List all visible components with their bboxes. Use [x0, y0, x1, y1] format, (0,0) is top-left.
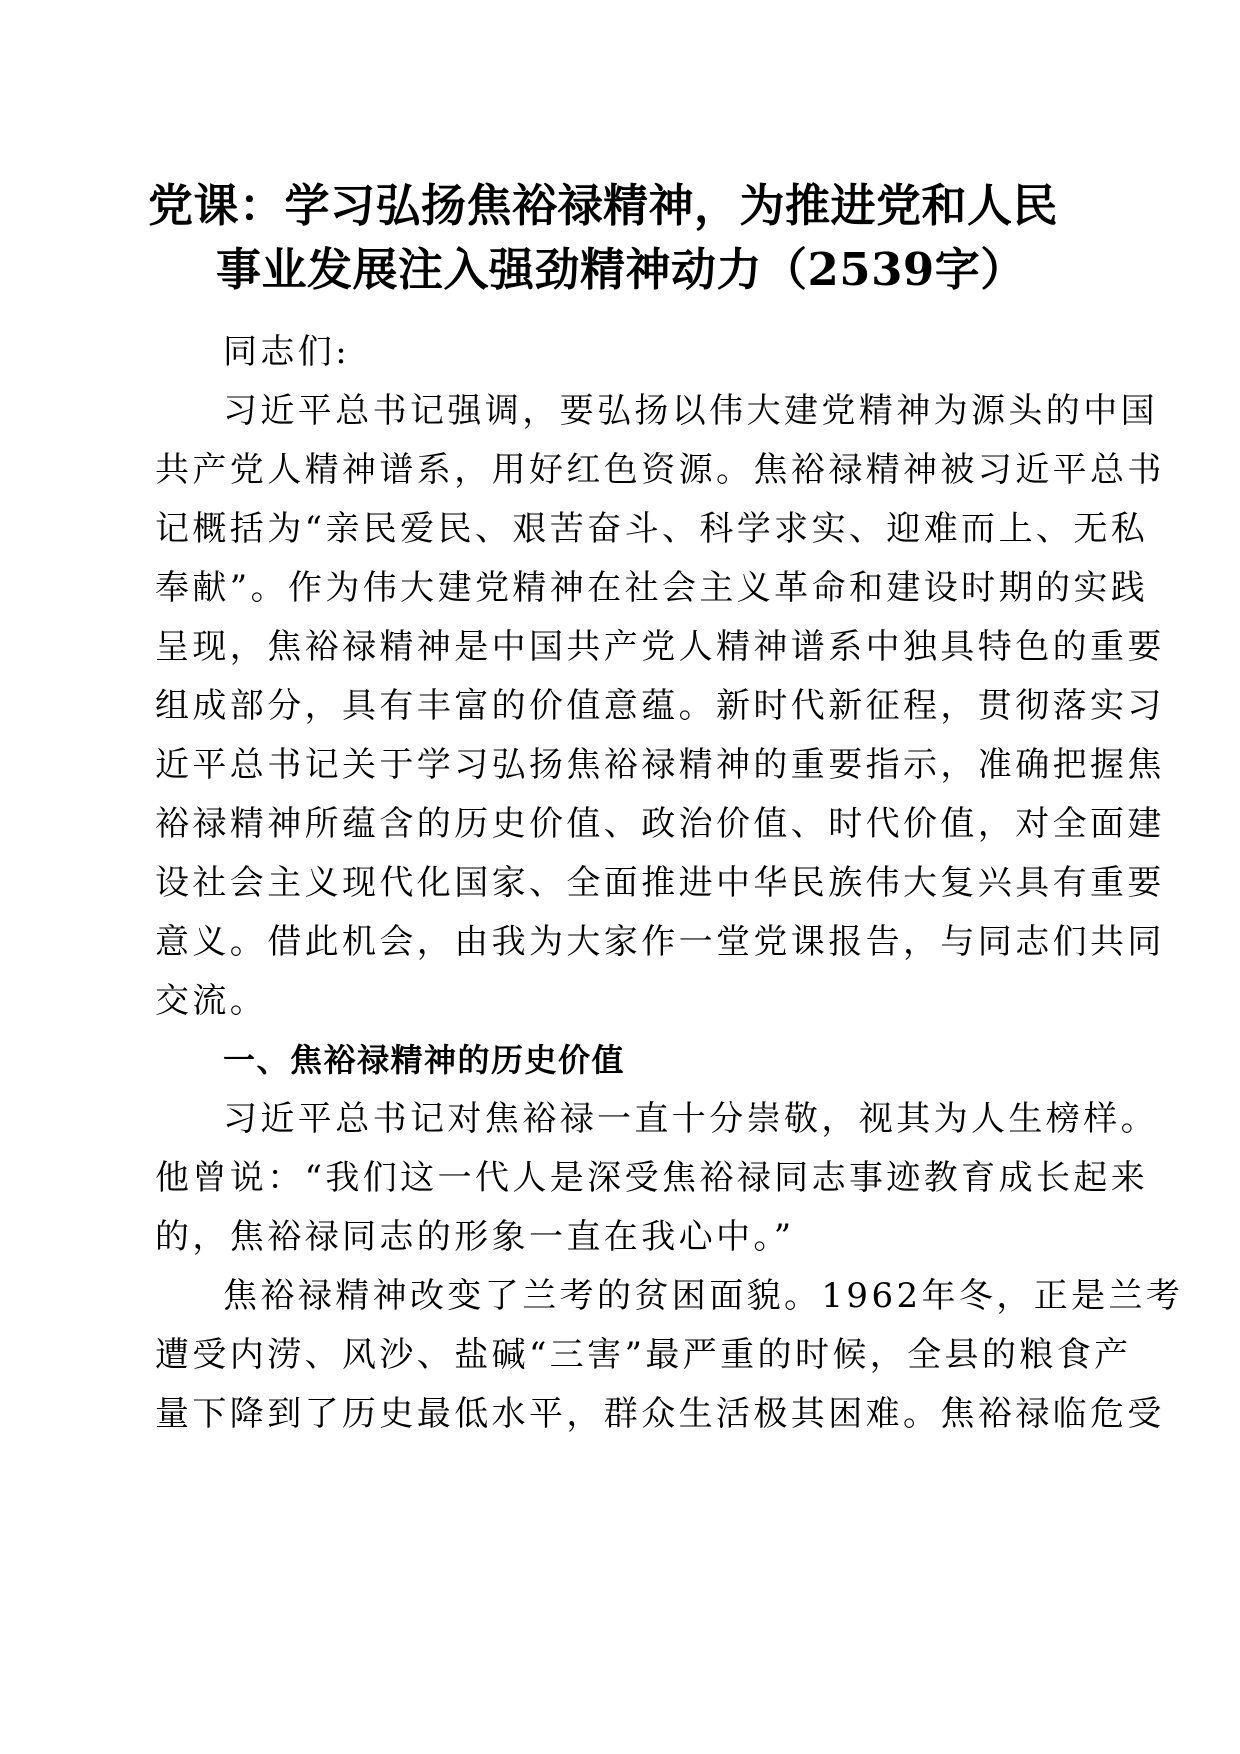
- paragraph-line: 共产党人精神谱系，用好红色资源。焦裕禄精神被习近平总书: [155, 450, 1165, 490]
- document-title: [148, 174, 1088, 302]
- paragraph-line: 近平总书记关于学习弘扬焦裕禄精神的重要指示，准确把握焦: [155, 745, 1165, 785]
- paragraph-line: 焦裕禄精神改变了兰考的贫困面貌。1962年冬，正是兰考: [223, 1276, 1184, 1316]
- paragraph-line: 呈现，焦裕禄精神是中国共产党人精神谱系中独具特色的重要: [155, 627, 1165, 667]
- paragraph-line: 组成部分，具有丰富的价值意蕴。新时代新征程，贯彻落实习: [155, 686, 1165, 726]
- title-line-2: 事业发展注入强劲精神动力（2539字）: [216, 243, 1026, 296]
- section-heading-1: 一、焦裕禄精神的历史价值: [223, 1041, 626, 1079]
- paragraph-line: 记概括为“亲民爱民、艰苦奋斗、科学求实、迎难而上、无私: [155, 509, 1149, 549]
- paragraph-line: 设社会主义现代化国家、全面推进中华民族伟大复兴具有重要: [155, 863, 1165, 903]
- intro-paragraph: [155, 382, 1165, 1031]
- paragraph-line: 意义。借此机会，由我为大家作一堂党课报告，与同志们共同: [155, 922, 1165, 962]
- salutation: 同志们:: [223, 332, 351, 372]
- section1-paragraph-2: [155, 1267, 1184, 1444]
- paragraph-line: 量下降到了历史最低水平，群众生活极其困难。焦裕禄临危受: [155, 1394, 1165, 1434]
- section1-paragraph-1: [155, 1090, 1158, 1267]
- paragraph-line: 裕禄精神所蕴含的历史价值、政治价值、时代价值，对全面建: [155, 804, 1165, 844]
- paragraph-line: 遭受内涝、风沙、盐碱“三害”最严重的时候，全县的粮食产: [155, 1335, 1132, 1375]
- paragraph-line: 交流。: [155, 981, 268, 1021]
- document-body: [155, 323, 1184, 1444]
- paragraph-line: 奉献”。作为伟大建党精神在社会主义革命和建设时期的实践: [155, 568, 1149, 608]
- title-line-1: 党课：学习弘扬焦裕禄精神，为推进党和人民: [148, 179, 1059, 232]
- paragraph-line: 的，焦裕禄同志的形象一直在我心中。”: [155, 1217, 795, 1257]
- paragraph-line: 习近平总书记强调，要弘扬以伟大建党精神为源头的中国: [223, 391, 1158, 431]
- paragraph-line: 习近平总书记对焦裕禄一直十分崇敬，视其为人生榜样。: [223, 1099, 1158, 1139]
- paragraph-line: 他曾说：“我们这一代人是深受焦裕禄同志事迹教育成长起来: [155, 1158, 1149, 1198]
